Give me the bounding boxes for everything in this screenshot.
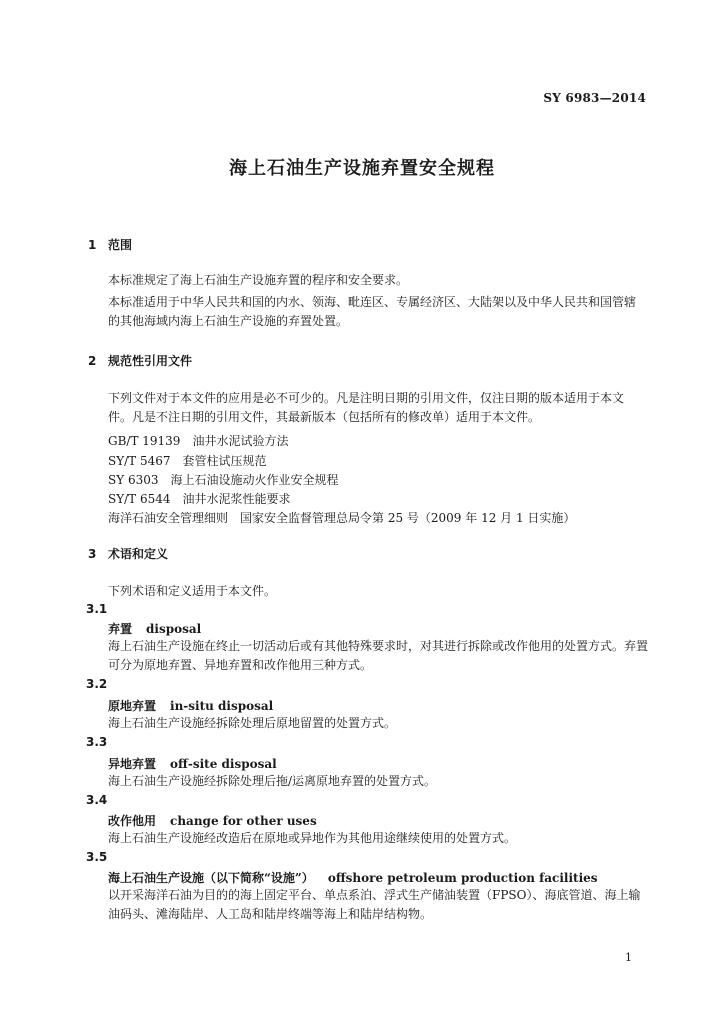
section-2-heading [88,352,192,369]
term-chinese: 海上石油生产设施（以下简称“设施”） [108,871,314,885]
term-number: 3.4 [86,793,108,807]
section-3-heading [88,545,168,562]
term-heading [108,812,317,829]
term-english: in-situ disposal [170,699,274,713]
section-number: 2 [88,354,97,368]
section-1-heading [88,236,132,253]
reference-item: GB/T 19139 油井水泥试验方法 [108,434,289,448]
term-definition: 以开采海洋石油为目的的海上固定平台、单点系泊、浮式生产储油装置（FPSO）、海底管道、海上输油码头、滩海陆岸、人工岛和陆岸终端等海上和陆岸结构物。 [108,888,641,921]
section-1-paragraph-1: 本标准规定了海上石油生产设施弃置的程序和安全要求。 [108,273,409,287]
term-number: 3.1 [86,602,108,616]
term-chinese: 弃置 [108,622,133,636]
reference-item: 海洋石油安全管理细则 国家安全监督管理总局令第 25 号（2009 年 12 月 1 日实施） [108,511,576,525]
term-heading [108,869,598,886]
section-2-intro: 下列文件对于本文件的应用是必不可少的。凡是注明日期的引用文件，仅注日期的版本适用于本文件。凡是不注日期的引用文件，其最新版本（包括所有的修改单）适用于本文件。 [108,391,625,424]
term-number: 3.5 [86,850,108,864]
section-title: 范围 [108,238,133,252]
page-number: 1 [625,951,632,964]
term-english: off-site disposal [170,757,277,771]
term-chinese: 异地弃置 [108,757,157,771]
document-title: 海上石油生产设施弃置安全规程 [229,158,495,179]
section-title: 规范性引用文件 [108,354,193,368]
reference-item: SY 6303 海上石油设施动火作业安全规程 [108,473,339,487]
term-definition: 海上石油生产设施经改造后在原地或异地作为其他用途继续使用的处置方式。 [108,831,517,845]
term-chinese: 原地弃置 [108,699,157,713]
term-chinese: 改作他用 [108,814,157,828]
section-title: 术语和定义 [108,547,169,561]
reference-item: SY/T 5467 套管柱试压规范 [108,454,267,468]
term-english: disposal [146,622,202,636]
standard-code: SY 6983—2014 [543,91,646,105]
term-heading [108,755,277,772]
term-english: offshore petroleum production facilities [327,871,598,885]
term-heading [108,697,273,714]
section-number: 1 [88,238,97,252]
term-heading [108,620,201,637]
section-number: 3 [88,547,97,561]
reference-item: SY/T 6544 油井水泥浆性能要求 [108,492,291,506]
term-number: 3.2 [86,677,108,691]
section-3-intro: 下列术语和定义适用于本文件。 [108,584,277,598]
term-definition: 海上石油生产设施经拆除处理后拖/运离原地弃置的处置方式。 [108,774,437,788]
term-english: change for other uses [170,814,317,828]
term-number: 3.3 [86,735,108,749]
section-1-paragraph-2: 本标准适用于中华人民共和国的内水、领海、毗连区、专属经济区、大陆架以及中华人民共和国管辖的其他海域内海上石油生产设施的弃置处置。 [108,295,637,328]
term-definition: 海上石油生产设施经拆除处理后原地留置的处置方式。 [108,716,397,730]
term-definition: 海上石油生产设施在终止一切活动后或有其他特殊要求时，对其进行拆除或改作他用的处置方式。弃置可分为原地弃置、异地弃置和改作他用三种方式。 [108,639,649,672]
